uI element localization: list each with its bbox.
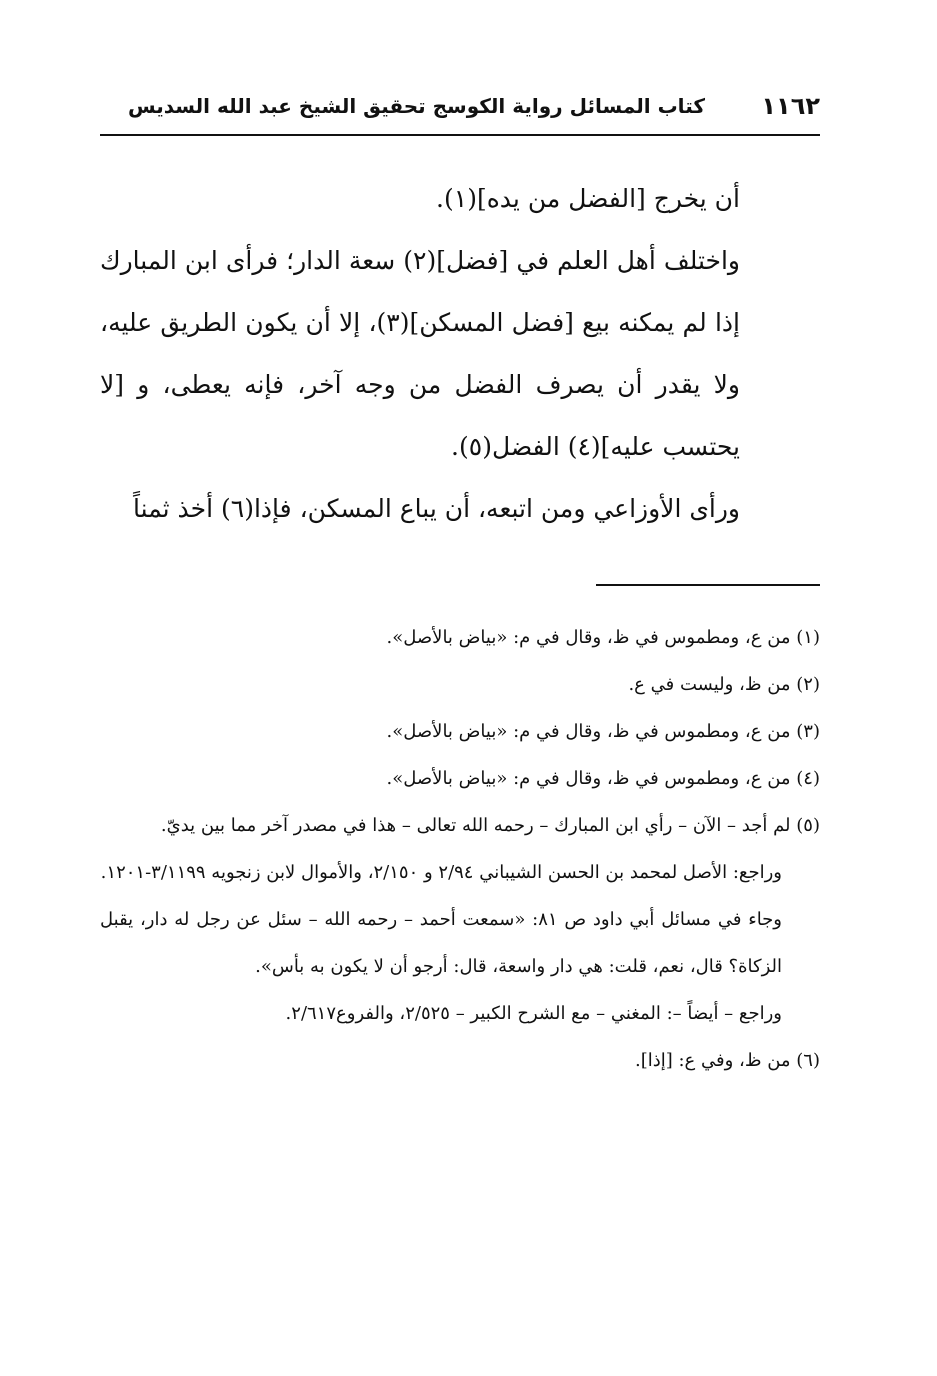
header-rule [100, 134, 820, 136]
footnote: (١) من ع، ومطموس في ظ، وقال في م: «بياض بالأصل». [386, 627, 820, 648]
footnote-separator [596, 584, 820, 586]
paragraph: أن يخرج [الفضل من يده](١). [436, 184, 740, 213]
paragraph: واختلف أهل العلم في [فضل](٢) سعة الدار؛ فرأى ابن المبارك إذا لم يمكنه بيع [فضل المسكن](٣)، إلا أن يكون الطريق عليه، ولا يقدر أن يصرف الفضل من وجه آخر، فإنه يعطى، و [لا يحتسب عليه](٤) الفضل(٥). [100, 246, 741, 461]
footnote-continuation: وراجع – أيضاً –: المغني – مع الشرح الكبير – ٢/٥٢٥، والفروع٢/٦١٧. [285, 1003, 782, 1024]
footnote: (٦) من ظ، وفي ع: [إذا]. [634, 1050, 820, 1071]
footnote-continuation: وراجع: الأصل لمحمد بن الحسن الشيباني ٢/٩٤ و ٢/١٥٠، والأموال لابن زنجويه ٣/١١٩٩-١٢٠١. [100, 862, 782, 883]
footnote-continuation: وجاء في مسائل أبي داود ص ٨١: «سمعت أحمد – رحمه الله – سئل عن رجل له دار، يقبل الزكاة؟ قال، نعم، قلت: هي دار واسعة، قال: أرجو أن لا يكون به بأس». [100, 909, 782, 977]
footnote: (٣) من ع، ومطموس في ظ، وقال في م: «بياض بالأصل». [386, 721, 820, 742]
paragraph: ورأى الأوزاعي ومن اتبعه، أن يباع المسكن، فإذا(٦) أخذ ثمناً [133, 494, 740, 523]
running-header [100, 92, 820, 132]
footnotes [100, 614, 820, 1084]
main-text [100, 168, 740, 540]
footnote: (٢) من ظ، وليست في ع. [628, 674, 820, 695]
footnote: (٤) من ع، ومطموس في ظ، وقال في م: «بياض بالأصل». [386, 768, 820, 789]
footnote: (٥) لم أجد – الآن – رأي ابن المبارك – رحمه الله تعالى – هذا في مصدر آخر مما بين يديّ. [160, 815, 820, 836]
book-title: كتاب المسائل رواية الكوسج تحقيق الشيخ عبد الله السديس [127, 94, 705, 118]
page-number: ١١٦٢ [761, 92, 820, 120]
